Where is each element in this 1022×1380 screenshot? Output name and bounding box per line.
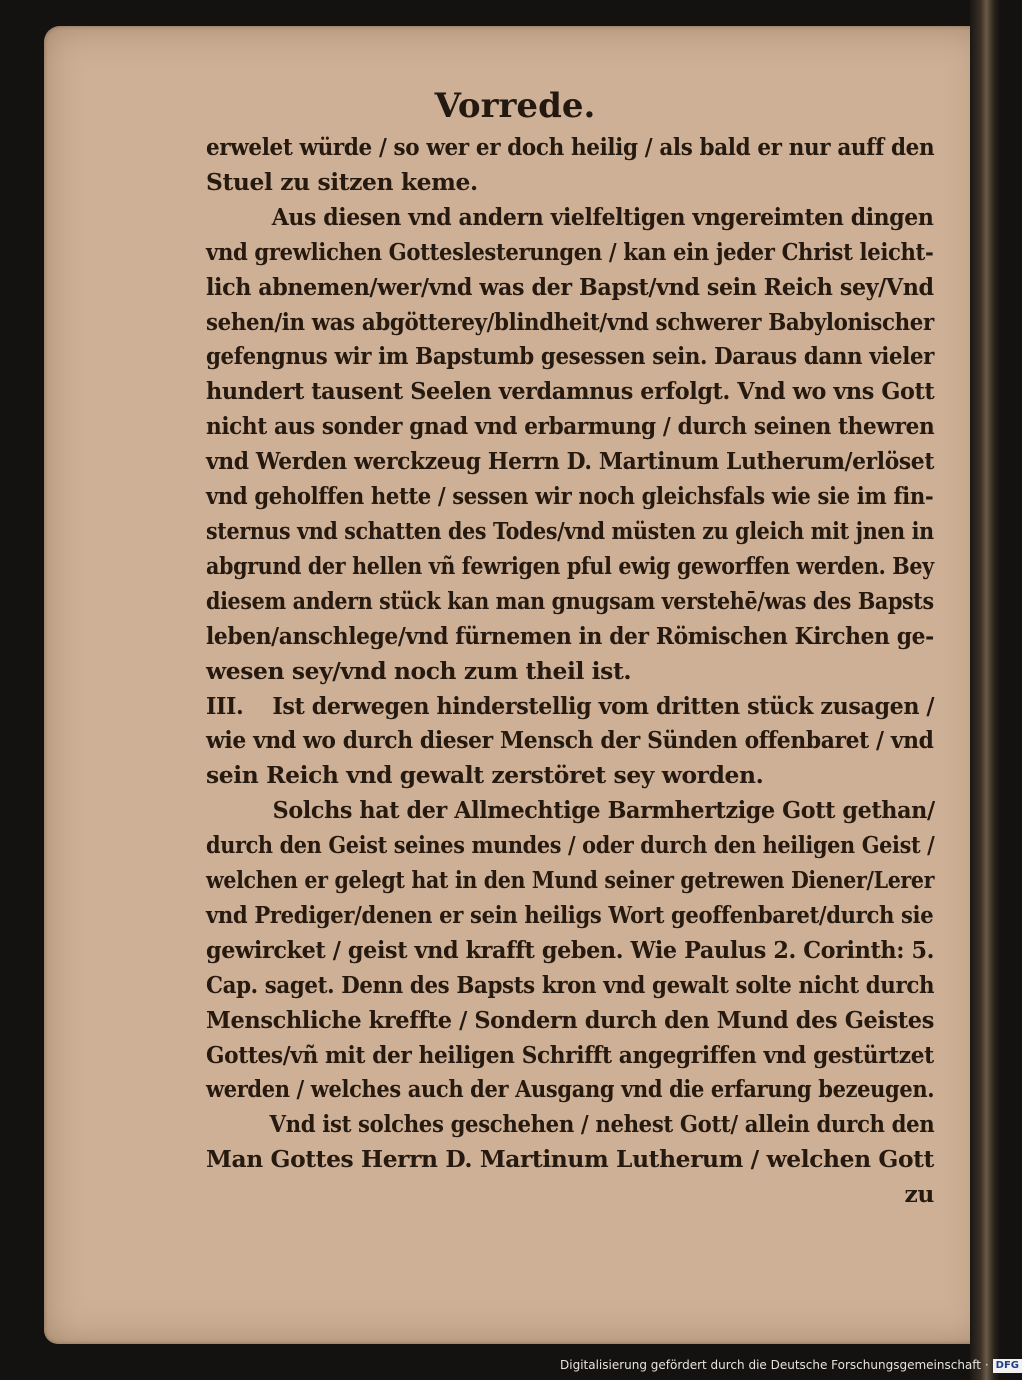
text-line-content: welchen er gelegt hat in den Mund seiner getrewen Diener/Lerer	[206, 866, 935, 895]
text-line-content: vnd geholffen hette / sessen wir noch gleichsfals wie sie im fin-	[206, 482, 934, 511]
text-line	[206, 863, 935, 898]
text-line	[206, 968, 935, 1003]
text-line-content: werden / welches auch der Ausgang vnd die erfarung bezeugen.	[206, 1075, 935, 1104]
text-line-content: sehen/in was abgötterey/blindheit/vnd schwerer Babylonischer	[206, 307, 934, 336]
text-line	[206, 165, 934, 200]
text-line	[206, 479, 934, 514]
text-line-content: hundert tausent Seelen verdamnus erfolgt. Vnd wo vns Gott	[206, 377, 935, 406]
text-line	[206, 374, 935, 409]
text-line-content: vnd Prediger/denen er sein heiligs Wort geoffenbaret/durch sie	[206, 900, 934, 929]
text-line	[206, 235, 934, 270]
text-line-content: Solchs hat der Allmechtige Barmhertzige Gott gethan/	[272, 796, 935, 825]
text-line	[206, 689, 935, 724]
text-line	[206, 270, 934, 305]
text-line	[206, 758, 934, 793]
text-line-content: Gottes/vñ mit der heiligen Schrifft angegriffen vnd gestürtzet	[206, 1040, 934, 1069]
text-line-content: vnd grewlichen Gotteslesterungen / kan ein jeder Christ leicht-	[206, 237, 934, 266]
text-line-content: sein Reich vnd gewalt zerstöret sey worden.	[206, 761, 764, 790]
text-line-content: abgrund der hellen vñ fewrigen pful ewig geworffen werden. Bey	[206, 551, 934, 580]
text-line-content: lich abnemen/wer/vnd was der Bapst/vnd sein Reich sey/Vnd	[206, 272, 934, 301]
text-line-content: erwelet würde / so wer er doch heilig / als bald er nur auff den	[206, 133, 935, 161]
text-line-content: wesen sey/vnd noch zum theil ist.	[206, 656, 632, 685]
text-line	[206, 828, 935, 863]
text-line	[206, 1003, 934, 1038]
dfg-logo: DFG	[993, 1359, 1022, 1373]
catchword: zu	[904, 1180, 934, 1209]
text-line-content: leben/anschlege/vnd fürnemen in der Römischen Kirchen ge-	[206, 621, 934, 650]
text-line-content: Menschliche kreffte / Sondern durch den Mund des Geistes	[206, 1005, 934, 1034]
text-line-content: Stuel zu sitzen keme.	[206, 167, 478, 196]
page-text	[206, 130, 934, 1212]
text-line-content: gewircket / geist vnd krafft geben. Wie Paulus 2. Corinth: 5.	[206, 935, 935, 964]
text-line-content: Man Gottes Herrn D. Martinum Lutherum / welchen Gott	[206, 1145, 934, 1174]
text-line-content: nicht aus sonder gnad vnd erbarmung / durch seinen thewren	[206, 412, 935, 441]
text-line	[206, 933, 935, 968]
running-head: Vorrede.	[434, 86, 596, 126]
text-line	[206, 130, 935, 165]
text-line	[206, 654, 934, 689]
text-line	[206, 444, 935, 479]
text-line	[206, 1142, 933, 1177]
text-line	[206, 514, 934, 549]
text-line	[206, 898, 934, 933]
text-line-content: wie vnd wo durch dieser Mensch der Sünden offenbaret / vnd	[206, 726, 934, 755]
text-line	[206, 1038, 934, 1073]
text-line-content: vnd Werden werckzeug Herrn D. Martinum Lutherum/erlöset	[206, 447, 935, 476]
footer-credit-text: Digitalisierung gefördert durch die Deutsche Forschungsgemeinschaft ·	[560, 1358, 989, 1372]
text-line	[206, 793, 935, 828]
text-line	[206, 619, 934, 654]
text-line-content: Ist derwegen hinderstellig vom dritten stück zusagen /	[272, 691, 935, 720]
text-line	[206, 1072, 935, 1107]
text-line-content: gefengnus wir im Bapstumb gesessen sein. Daraus dann vieler	[206, 342, 935, 371]
text-line-content: Vnd ist solches geschehen / nehest Gott/ allein durch den	[269, 1110, 935, 1139]
section-number: III.	[206, 691, 244, 720]
text-line	[206, 723, 934, 758]
text-line-content: Aus diesen vnd andern vielfeltigen vngereimten dingen	[271, 202, 934, 231]
footer-credit	[560, 1354, 1019, 1376]
text-line	[206, 584, 934, 619]
text-line	[206, 339, 935, 374]
text-line	[206, 549, 934, 584]
text-line	[206, 305, 934, 340]
text-line	[206, 200, 934, 235]
text-line-content: durch den Geist seines mundes / oder durch den heiligen Geist /	[206, 831, 935, 860]
book-page	[44, 26, 986, 1344]
text-line-content: sternus vnd schatten des Todes/vnd müsten zu gleich mit jnen in	[206, 516, 934, 545]
text-line	[206, 409, 935, 444]
text-line-content: Cap. saget. Denn des Bapsts kron vnd gewalt solte nicht durch	[206, 970, 935, 999]
text-line	[206, 1107, 935, 1142]
book-gutter	[970, 0, 1000, 1380]
text-line-content: diesem andern stück kan man gnugsam verstehē/was des Bapsts	[206, 586, 934, 615]
